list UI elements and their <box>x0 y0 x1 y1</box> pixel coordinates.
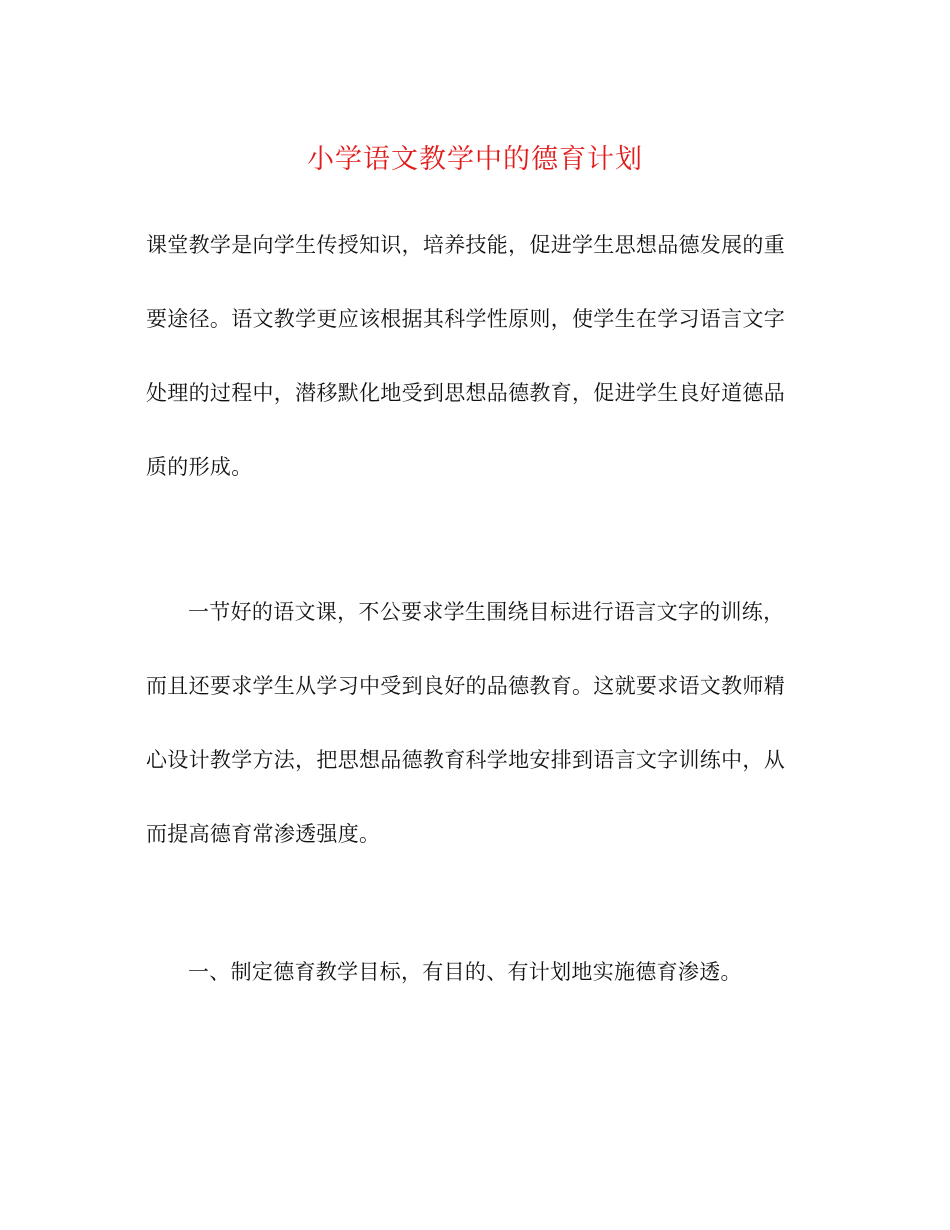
paragraph-2-line-4: 而提高德育常渗透强度。 <box>146 822 381 846</box>
paragraph-1-line-3: 处理的过程中，潜移默化地受到思想品德教育，促进学生良好道德品 <box>146 381 785 405</box>
paragraph-1 <box>146 208 806 504</box>
paragraph-1-line-2: 要途径。语文教学更应该根据其科学性原则，使学生在学习语言文字 <box>146 307 785 331</box>
paragraph-2-line-2: 而且还要求学生从学习中受到良好的品德教育。这就要求语文教师精 <box>146 674 785 698</box>
paragraph-1-line-4: 质的形成。 <box>146 455 253 479</box>
paragraph-1-line-1: 课堂教学是向学生传授知识，培养技能，促进学生思想品德发展的重 <box>146 233 785 257</box>
paragraph-2-line-1: 一节好的语文课，不公要求学生围绕目标进行语言文字的训练， <box>188 600 785 624</box>
section-heading-1 <box>146 935 806 1009</box>
section-heading-1-text: 一、制定德育教学目标，有目的、有计划地实施德育渗透。 <box>188 960 742 984</box>
paragraph-2 <box>146 575 806 871</box>
document-title: 小学语文教学中的德育计划 <box>307 144 643 175</box>
paragraph-2-line-3: 心设计教学方法，把思想品德教育科学地安排到语言文字训练中，从 <box>146 748 785 772</box>
